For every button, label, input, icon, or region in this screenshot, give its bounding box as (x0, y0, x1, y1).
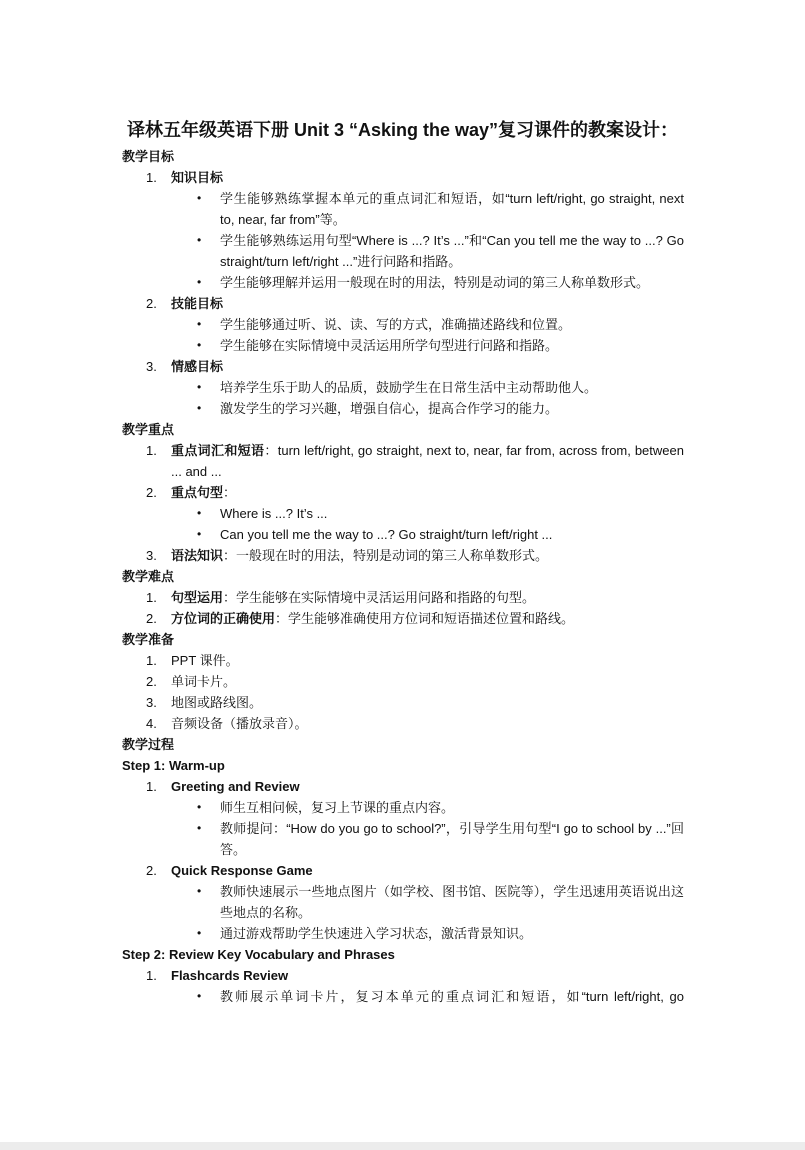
list-number: 2. (146, 674, 157, 689)
bullet-item (197, 377, 684, 398)
bullet-icon: • (197, 884, 202, 898)
list-number: 1. (146, 968, 157, 983)
list-item (146, 293, 684, 314)
bullet-icon: • (197, 506, 202, 520)
bullet-item (197, 314, 684, 335)
list-number: 1. (146, 170, 157, 185)
bullet-text: 激发学生的学习兴趣，增强自信心，提高合作学习的能力。 (220, 401, 559, 416)
section-heading-process: 教学过程 (122, 737, 175, 752)
bullet-text: Can you tell me the way to ...? Go straight/turn left/right ... (220, 527, 553, 542)
list-number: 3. (146, 695, 157, 710)
bullet-icon: • (197, 989, 202, 1003)
list-label: 技能目标 (171, 296, 224, 311)
list-label: Flashcards Review (171, 968, 289, 983)
page-gap (0, 1142, 805, 1150)
bullet-item (197, 923, 684, 944)
list-item (146, 356, 684, 377)
list-number: 1. (146, 443, 157, 458)
list-label: 情感目标 (171, 359, 224, 374)
list-item (146, 671, 684, 692)
bullet-text: 学生能够熟练掌握本单元的重点词汇和短语，如“turn left/right, go straight, next to, near, far from”等。 (220, 191, 684, 227)
bullet-item (197, 818, 684, 860)
list-label: Quick Response Game (171, 863, 313, 878)
list-text: ：turn left/right, go straight, next to, near, far from, across from, between ... and ... (171, 443, 684, 479)
bullet-item (197, 188, 684, 230)
step-title: Step 1: Warm-up (122, 758, 225, 773)
step-title: Step 2: Review Key Vocabulary and Phrases (122, 947, 395, 962)
bullet-item (197, 797, 684, 818)
list-number: 3. (146, 359, 157, 374)
bullet-text: 教师展示单词卡片，复习本单元的重点词汇和短语，如“turn left/right, go (220, 989, 684, 1004)
bullet-icon: • (197, 821, 202, 835)
list-label: 句型运用 (171, 590, 224, 605)
bullet-item (197, 986, 684, 1007)
list-item (146, 650, 684, 671)
list-item (146, 965, 684, 986)
list-text: ：学生能够在实际情境中灵活运用问路和指路的句型。 (223, 590, 536, 605)
bullet-icon: • (197, 233, 202, 247)
bullet-text: 学生能够在实际情境中灵活运用所学句型进行问路和指路。 (220, 338, 559, 353)
list-number: 1. (146, 653, 157, 668)
list-item (146, 860, 684, 881)
bullet-icon: • (197, 800, 202, 814)
list-number: 2. (146, 296, 157, 311)
bullet-icon: • (197, 191, 202, 205)
document-title: 译林五年级英语下册 Unit 3 “Asking the way”复习课件的教案设计： (126, 120, 679, 140)
list-text: 地图或路线图。 (171, 695, 263, 710)
list-item (146, 713, 684, 734)
list-item (146, 692, 684, 713)
bullet-item (197, 272, 660, 293)
list-label: 语法知识 (171, 548, 224, 563)
list-text: ：一般现在时的用法，特别是动词的第三人称单数形式。 (223, 548, 549, 563)
list-label: 重点词汇和短语 (171, 443, 265, 458)
bullet-icon: • (197, 317, 202, 331)
document-body (0, 146, 805, 1007)
bullet-text: 通过游戏帮助学生快速进入学习状态，激活背景知识。 (220, 926, 533, 941)
list-item (146, 482, 684, 503)
bullet-icon: • (197, 527, 202, 541)
list-item (146, 587, 684, 608)
bullet-text: 教师提问：“How do you go to school?”，引导学生用句型“I go to school by ...”回答。 (220, 821, 684, 857)
bullet-item (197, 335, 684, 356)
list-text: PPT 课件。 (171, 653, 239, 668)
list-text: ： (223, 485, 237, 500)
list-label: 知识目标 (171, 170, 224, 185)
list-item (146, 167, 684, 188)
list-label: Greeting and Review (171, 779, 300, 794)
bullet-icon: • (197, 401, 202, 415)
list-number: 2. (146, 611, 157, 626)
bullet-item (197, 881, 684, 923)
list-number: 3. (146, 548, 157, 563)
bullet-item (197, 503, 684, 524)
section-heading-objectives: 教学目标 (122, 149, 175, 164)
bullet-icon: • (197, 380, 202, 394)
list-number: 1. (146, 590, 157, 605)
bullet-icon: • (197, 275, 202, 289)
list-item (146, 545, 684, 566)
bullet-text: 教师快速展示一些地点图片（如学校、图书馆、医院等），学生迅速用英语说出这些地点的名称。 (220, 884, 684, 920)
section-heading-difficulties: 教学难点 (122, 569, 175, 584)
list-label: 重点句型 (171, 485, 224, 500)
list-item (146, 776, 684, 797)
list-item (146, 608, 684, 629)
list-number: 1. (146, 779, 157, 794)
list-label: 方位词的正确使用 (171, 611, 276, 626)
bullet-text: 师生互相问候，复习上节课的重点内容。 (220, 800, 455, 815)
list-text: 音频设备（播放录音）。 (171, 716, 308, 731)
bullet-icon: • (197, 338, 202, 352)
bullet-item (197, 230, 684, 272)
list-text: ：学生能够准确使用方位词和短语描述位置和路线。 (275, 611, 575, 626)
list-item (146, 440, 684, 482)
section-heading-key-points: 教学重点 (122, 422, 175, 437)
bullet-item (197, 398, 684, 419)
list-number: 4. (146, 716, 157, 731)
list-number: 2. (146, 485, 157, 500)
bullet-text: 培养学生乐于助人的品质，鼓励学生在日常生活中主动帮助他人。 (220, 380, 598, 395)
bullet-text: 学生能够通过听、说、读、写的方式，准确描述路线和位置。 (220, 317, 572, 332)
bullet-item (197, 524, 684, 545)
bullet-text: 学生能够熟练运用句型“Where is ...? It’s ...”和“Can you tell me the way to ...? Go straight/turn left/right ...”进行问路和指路。 (220, 233, 684, 269)
list-text: 单词卡片。 (171, 674, 237, 689)
section-heading-preparation: 教学准备 (122, 632, 175, 647)
bullet-text: 学生能够理解并运用一般现在时的用法，特别是动词的第三人称单数形式。 (220, 275, 650, 290)
bullet-text: Where is ...? It’s ... (220, 506, 328, 521)
list-number: 2. (146, 863, 157, 878)
bullet-icon: • (197, 926, 202, 940)
